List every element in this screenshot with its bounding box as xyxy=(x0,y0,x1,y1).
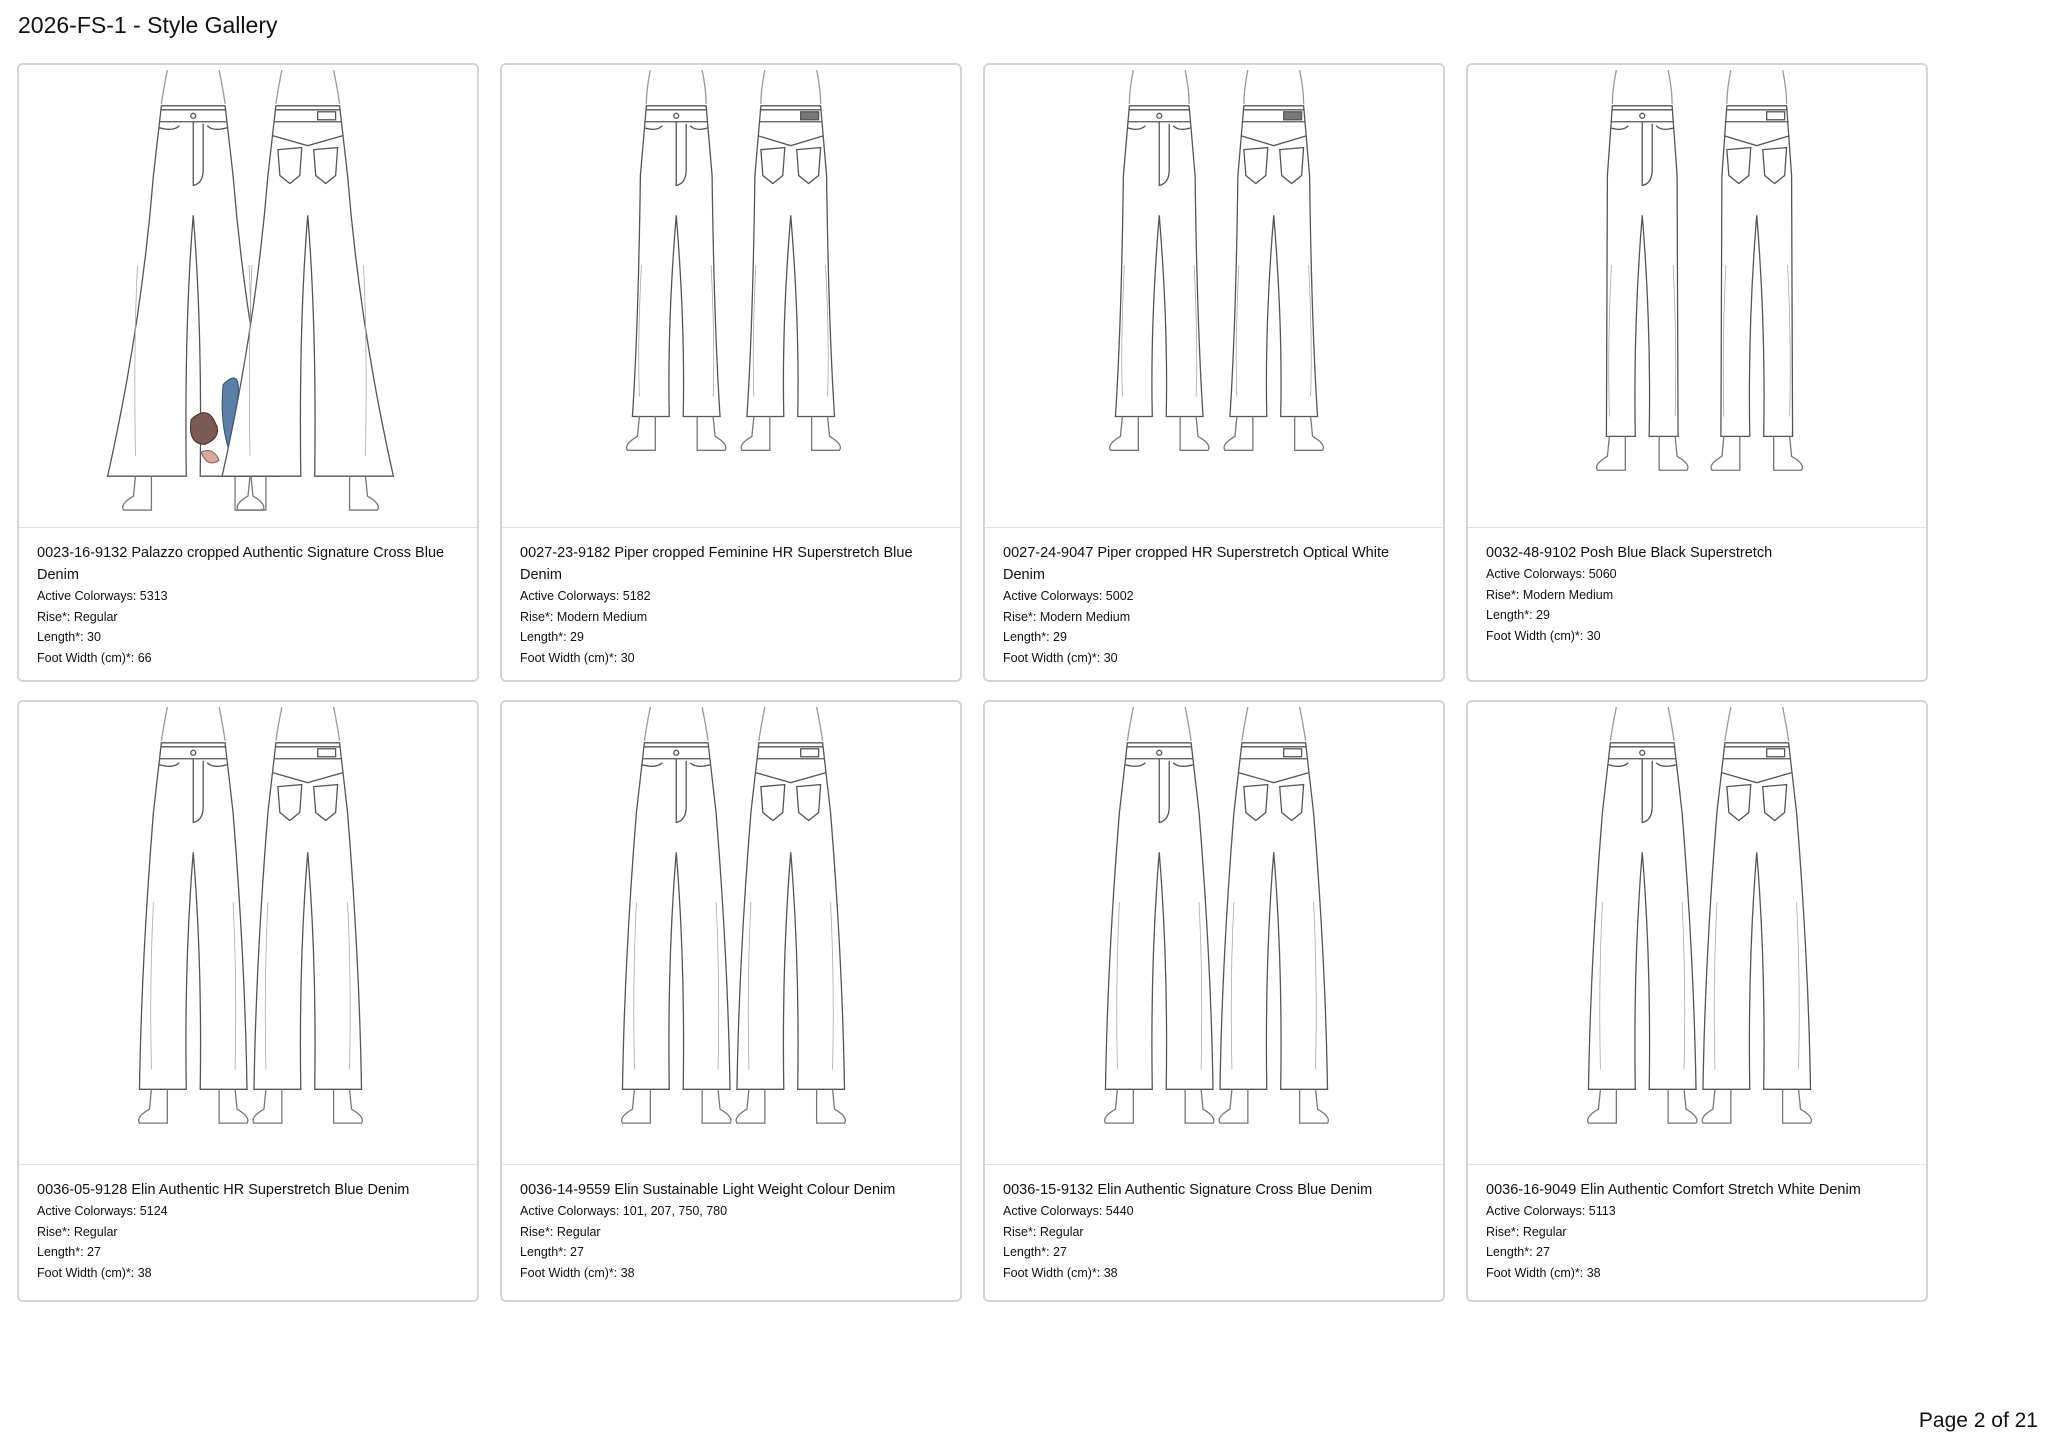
length: Length*: 27 xyxy=(520,1245,584,1259)
style-sketch-image xyxy=(502,702,960,1165)
style-name: 0032-48-9102 Posh Blue Black Superstretch xyxy=(1486,545,1773,561)
style-card[interactable] xyxy=(983,700,1445,1302)
style-sketch-image xyxy=(985,702,1443,1165)
front-view-sketch xyxy=(627,70,726,450)
page-title: 2026-FS-1 - Style Gallery xyxy=(18,12,278,38)
front-view-sketch xyxy=(139,707,248,1123)
style-name: 0023-16-9132 Palazzo cropped Authentic Signature Cross Blue Denim xyxy=(37,545,445,583)
front-view-sketch xyxy=(622,707,731,1123)
style-card[interactable] xyxy=(500,63,962,682)
rise: Rise*: Regular xyxy=(1486,1224,1567,1239)
rise: Rise*: Modern Medium xyxy=(520,609,648,624)
active-colorways: Active Colorways: 5002 xyxy=(1003,589,1134,603)
foot-width: Foot Width (cm)*: 30 xyxy=(520,650,635,665)
length: Length*: 27 xyxy=(37,1245,101,1259)
length: Length*: 27 xyxy=(1003,1245,1067,1259)
style-name: 0036-14-9559 Elin Sustainable Light Weight Colour Denim xyxy=(520,1182,896,1198)
style-sketch-image xyxy=(1468,65,1926,528)
length: Length*: 29 xyxy=(1486,608,1550,622)
pants-flat-sketch xyxy=(502,702,960,1162)
style-card[interactable] xyxy=(1466,700,1928,1302)
style-sketch-image xyxy=(19,65,477,528)
active-colorways: Active Colorways: 5124 xyxy=(37,1204,168,1218)
front-view-sketch xyxy=(1105,707,1214,1123)
back-view-sketch xyxy=(253,707,362,1123)
style-card[interactable] xyxy=(983,63,1445,682)
active-colorways: Active Colorways: 5313 xyxy=(37,589,168,603)
foot-width: Foot Width (cm)*: 30 xyxy=(1003,650,1118,665)
pants-flat-sketch xyxy=(985,702,1443,1162)
style-sketch-image xyxy=(19,702,477,1165)
foot-width: Foot Width (cm)*: 38 xyxy=(520,1265,635,1280)
rise: Rise*: Regular xyxy=(37,1224,118,1239)
front-view-sketch xyxy=(1597,70,1688,470)
active-colorways: Active Colorways: 5440 xyxy=(1003,1204,1134,1218)
pants-flat-sketch xyxy=(1468,65,1926,525)
length: Length*: 29 xyxy=(520,630,584,644)
rise: Rise*: Regular xyxy=(37,609,118,624)
length: Length*: 27 xyxy=(1486,1245,1550,1259)
style-info xyxy=(985,1165,1443,1283)
front-view-sketch xyxy=(1110,70,1209,450)
pants-flat-sketch xyxy=(985,65,1443,525)
style-info xyxy=(19,528,477,668)
style-name: 0027-23-9182 Piper cropped Feminine HR Superstretch Blue Denim xyxy=(520,545,913,583)
foot-width: Foot Width (cm)*: 38 xyxy=(1486,1265,1601,1280)
style-card[interactable] xyxy=(17,700,479,1302)
back-view-sketch xyxy=(222,70,393,510)
style-card[interactable] xyxy=(500,700,962,1302)
back-view-sketch xyxy=(1702,707,1811,1123)
active-colorways: Active Colorways: 5113 xyxy=(1486,1204,1616,1218)
back-view-sketch xyxy=(736,707,845,1123)
pants-flat-sketch xyxy=(1468,702,1926,1162)
active-colorways: Active Colorways: 101, 207, 750, 780 xyxy=(520,1204,728,1218)
back-view-sketch xyxy=(1219,707,1328,1123)
foot-width: Foot Width (cm)*: 38 xyxy=(1003,1265,1118,1280)
style-card[interactable] xyxy=(17,63,479,682)
style-grid xyxy=(17,63,1928,1302)
length: Length*: 30 xyxy=(37,630,101,644)
active-colorways: Active Colorways: 5060 xyxy=(1486,567,1617,581)
style-sketch-image xyxy=(985,65,1443,528)
style-info xyxy=(502,528,960,668)
page-number: Page 2 of 21 xyxy=(1918,1409,2038,1432)
style-name: 0036-15-9132 Elin Authentic Signature Cross Blue Denim xyxy=(1003,1182,1373,1198)
style-card[interactable] xyxy=(1466,63,1928,682)
rise: Rise*: Regular xyxy=(1003,1224,1084,1239)
style-sketch-image xyxy=(502,65,960,528)
style-name: 0027-24-9047 Piper cropped HR Superstretch Optical White Denim xyxy=(1003,545,1390,583)
style-name: 0036-16-9049 Elin Authentic Comfort Stretch White Denim xyxy=(1486,1182,1861,1198)
pants-flat-sketch xyxy=(502,65,960,525)
pants-flat-sketch xyxy=(19,65,477,525)
style-name: 0036-05-9128 Elin Authentic HR Superstretch Blue Denim xyxy=(37,1182,410,1198)
length: Length*: 29 xyxy=(1003,630,1067,644)
style-info xyxy=(1468,528,1926,646)
foot-width: Foot Width (cm)*: 66 xyxy=(37,650,152,665)
front-view-sketch xyxy=(1588,707,1697,1123)
back-view-sketch xyxy=(741,70,840,450)
active-colorways: Active Colorways: 5182 xyxy=(520,589,651,603)
style-info xyxy=(502,1165,960,1283)
foot-width: Foot Width (cm)*: 30 xyxy=(1486,628,1601,643)
foot-width: Foot Width (cm)*: 38 xyxy=(37,1265,152,1280)
style-sketch-image xyxy=(1468,702,1926,1165)
rise: Rise*: Regular xyxy=(520,1224,601,1239)
style-info xyxy=(19,1165,477,1283)
style-info xyxy=(1468,1165,1926,1283)
back-view-sketch xyxy=(1711,70,1802,470)
pants-flat-sketch xyxy=(19,702,477,1162)
back-view-sketch xyxy=(1224,70,1323,450)
style-info xyxy=(985,528,1443,668)
rise: Rise*: Modern Medium xyxy=(1486,587,1614,602)
rise: Rise*: Modern Medium xyxy=(1003,609,1131,624)
